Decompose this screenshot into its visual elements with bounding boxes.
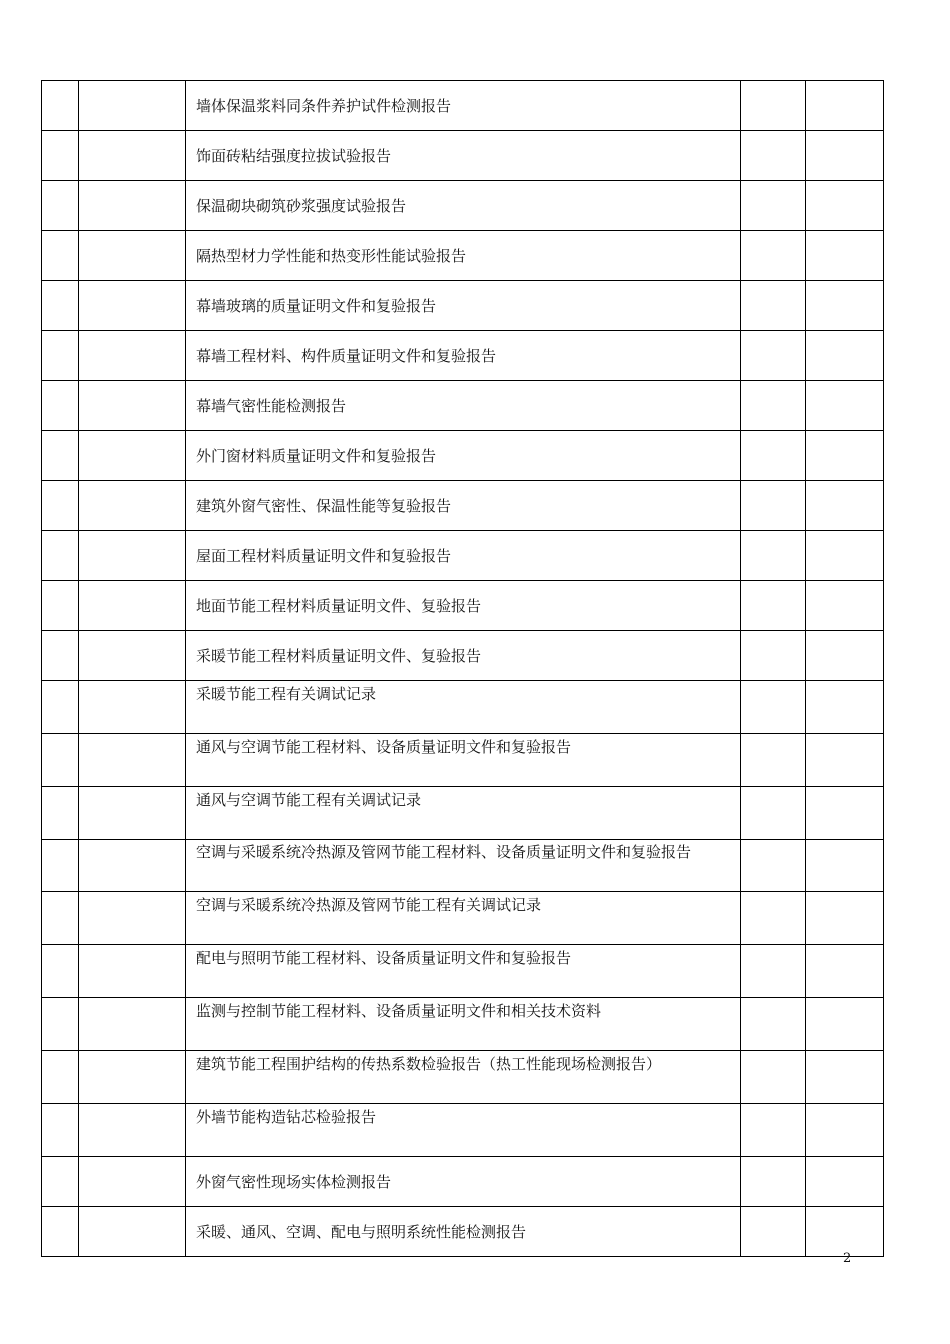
table-row: [42, 892, 884, 945]
no-cell: [42, 81, 79, 131]
item-cell: 隔热型材力学性能和热变形性能试验报告: [186, 231, 741, 281]
item-cell: 采暖、通风、空调、配电与照明系统性能检测报告: [186, 1207, 741, 1257]
note-cell: [806, 331, 884, 381]
check-cell: [741, 787, 806, 840]
item-cell: 保温砌块砌筑砂浆强度试验报告: [186, 181, 741, 231]
code-cell: [79, 181, 186, 231]
no-cell: [42, 581, 79, 631]
no-cell: [42, 945, 79, 998]
check-cell: [741, 81, 806, 131]
check-cell: [741, 1157, 806, 1207]
code-cell: [79, 945, 186, 998]
table-row: [42, 281, 884, 331]
no-cell: [42, 131, 79, 181]
code-cell: [79, 998, 186, 1051]
check-cell: [741, 581, 806, 631]
check-cell: [741, 331, 806, 381]
item-cell: 幕墙工程材料、构件质量证明文件和复验报告: [186, 331, 741, 381]
table-row: [42, 531, 884, 581]
code-cell: [79, 787, 186, 840]
table-row: [42, 131, 884, 181]
note-cell: [806, 481, 884, 531]
note-cell: [806, 892, 884, 945]
note-cell: [806, 381, 884, 431]
note-cell: [806, 531, 884, 581]
no-cell: [42, 681, 79, 734]
table-row: [42, 381, 884, 431]
note-cell: [806, 231, 884, 281]
table-row: [42, 431, 884, 481]
table-row: [42, 734, 884, 787]
item-cell: 配电与照明节能工程材料、设备质量证明文件和复验报告: [186, 945, 741, 998]
check-cell: [741, 945, 806, 998]
note-cell: [806, 840, 884, 892]
no-cell: [42, 531, 79, 581]
no-cell: [42, 892, 79, 945]
note-cell: [806, 734, 884, 787]
code-cell: [79, 531, 186, 581]
check-cell: [741, 681, 806, 734]
no-cell: [42, 331, 79, 381]
check-cell: [741, 998, 806, 1051]
code-cell: [79, 331, 186, 381]
item-cell: 饰面砖粘结强度拉拔试验报告: [186, 131, 741, 181]
code-cell: [79, 1051, 186, 1104]
check-cell: [741, 431, 806, 481]
item-cell: 通风与空调节能工程有关调试记录: [186, 787, 741, 840]
page-number: 2: [843, 1251, 852, 1266]
item-cell: 采暖节能工程有关调试记录: [186, 681, 741, 734]
table-row: [42, 1157, 884, 1207]
table-row: [42, 1104, 884, 1157]
item-cell: 墙体保温浆料同条件养护试件检测报告: [186, 81, 741, 131]
check-cell: [741, 481, 806, 531]
table-row: [42, 331, 884, 381]
table-row: [42, 840, 884, 892]
check-cell: [741, 1051, 806, 1104]
table-row: [42, 681, 884, 734]
table-row: [42, 181, 884, 231]
note-cell: [806, 681, 884, 734]
item-cell: 外门窗材料质量证明文件和复验报告: [186, 431, 741, 481]
check-cell: [741, 531, 806, 581]
code-cell: [79, 681, 186, 734]
code-cell: [79, 892, 186, 945]
check-cell: [741, 840, 806, 892]
note-cell: [806, 998, 884, 1051]
item-cell: 通风与空调节能工程材料、设备质量证明文件和复验报告: [186, 734, 741, 787]
code-cell: [79, 131, 186, 181]
note-cell: [806, 281, 884, 331]
no-cell: [42, 734, 79, 787]
note-cell: [806, 1104, 884, 1157]
note-cell: [806, 945, 884, 998]
table-row: [42, 945, 884, 998]
note-cell: [806, 131, 884, 181]
no-cell: [42, 481, 79, 531]
item-cell: 外窗气密性现场实体检测报告: [186, 1157, 741, 1207]
check-cell: [741, 631, 806, 681]
check-cell: [741, 231, 806, 281]
no-cell: [42, 840, 79, 892]
item-cell: 地面节能工程材料质量证明文件、复验报告: [186, 581, 741, 631]
code-cell: [79, 231, 186, 281]
code-cell: [79, 734, 186, 787]
no-cell: [42, 787, 79, 840]
code-cell: [79, 81, 186, 131]
no-cell: [42, 431, 79, 481]
table-row: [42, 481, 884, 531]
item-cell: 幕墙玻璃的质量证明文件和复验报告: [186, 281, 741, 331]
code-cell: [79, 281, 186, 331]
no-cell: [42, 998, 79, 1051]
code-cell: [79, 840, 186, 892]
check-cell: [741, 281, 806, 331]
no-cell: [42, 1157, 79, 1207]
code-cell: [79, 381, 186, 431]
no-cell: [42, 631, 79, 681]
item-cell: 建筑节能工程围护结构的传热系数检验报告（热工性能现场检测报告）: [186, 1051, 741, 1104]
check-cell: [741, 1207, 806, 1257]
code-cell: [79, 581, 186, 631]
table-row: [42, 581, 884, 631]
no-cell: [42, 381, 79, 431]
item-cell: 空调与采暖系统冷热源及管网节能工程有关调试记录: [186, 892, 741, 945]
item-cell: 建筑外窗气密性、保温性能等复验报告: [186, 481, 741, 531]
item-cell: 幕墙气密性能检测报告: [186, 381, 741, 431]
check-cell: [741, 734, 806, 787]
note-cell: [806, 181, 884, 231]
no-cell: [42, 181, 79, 231]
check-cell: [741, 892, 806, 945]
check-cell: [741, 181, 806, 231]
note-cell: [806, 431, 884, 481]
table-row: [42, 81, 884, 131]
note-cell: [806, 787, 884, 840]
note-cell: [806, 81, 884, 131]
code-cell: [79, 631, 186, 681]
no-cell: [42, 231, 79, 281]
table-row: [42, 1051, 884, 1104]
note-cell: [806, 581, 884, 631]
item-cell: 空调与采暖系统冷热源及管网节能工程材料、设备质量证明文件和复验报告: [186, 840, 741, 892]
no-cell: [42, 281, 79, 331]
table-row: [42, 787, 884, 840]
check-cell: [741, 381, 806, 431]
note-cell: [806, 631, 884, 681]
note-cell: [806, 1157, 884, 1207]
table-row: [42, 631, 884, 681]
no-cell: [42, 1207, 79, 1257]
check-cell: [741, 131, 806, 181]
note-cell: [806, 1051, 884, 1104]
code-cell: [79, 1157, 186, 1207]
table-row: [42, 1207, 884, 1257]
code-cell: [79, 1207, 186, 1257]
item-cell: 采暖节能工程材料质量证明文件、复验报告: [186, 631, 741, 681]
check-cell: [741, 1104, 806, 1157]
note-cell: [806, 1207, 884, 1257]
code-cell: [79, 1104, 186, 1157]
item-cell: 屋面工程材料质量证明文件和复验报告: [186, 531, 741, 581]
table-row: [42, 998, 884, 1051]
table-row: [42, 231, 884, 281]
code-cell: [79, 431, 186, 481]
item-cell: 监测与控制节能工程材料、设备质量证明文件和相关技术资料: [186, 998, 741, 1051]
document-checklist-table: [41, 80, 884, 1257]
code-cell: [79, 481, 186, 531]
item-cell: 外墙节能构造钻芯检验报告: [186, 1104, 741, 1157]
no-cell: [42, 1051, 79, 1104]
no-cell: [42, 1104, 79, 1157]
